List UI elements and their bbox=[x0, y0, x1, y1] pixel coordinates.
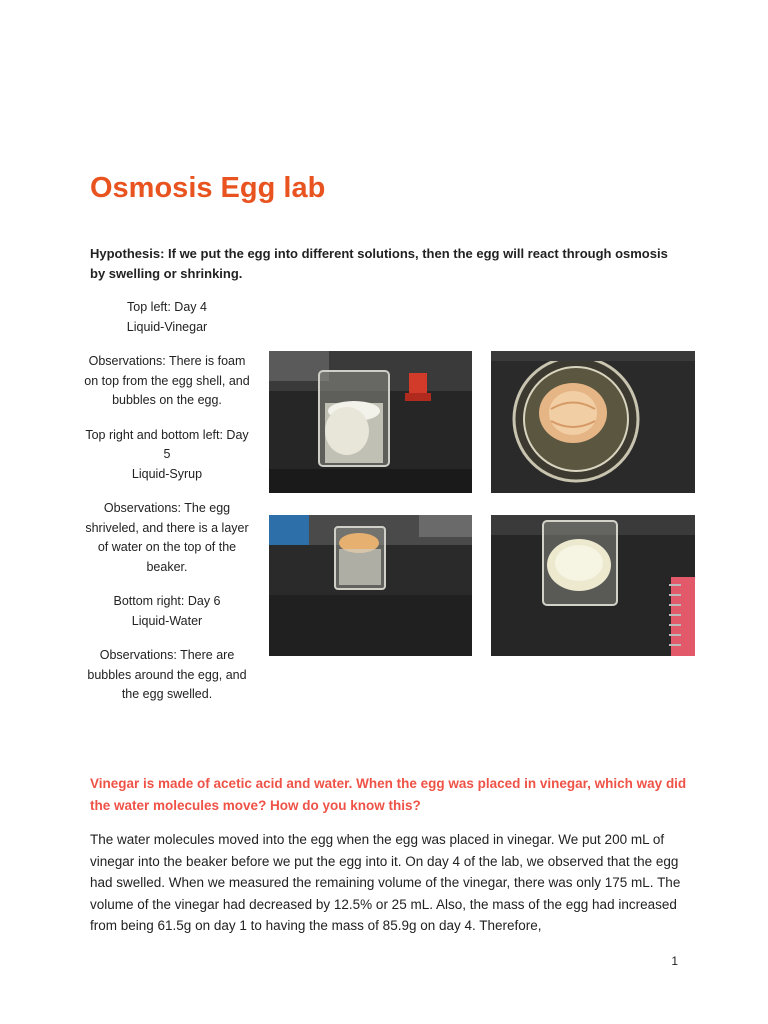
document-title: Osmosis Egg lab bbox=[90, 172, 326, 204]
page-number: 1 bbox=[671, 954, 678, 968]
photo-top-left bbox=[269, 351, 472, 493]
caption-day5-liquid: Liquid-Syrup bbox=[131, 466, 203, 481]
caption-group-day5 bbox=[84, 426, 250, 485]
caption-day5-observations: Observations: The egg shriveled, and there is a layer of water on the top of the beaker. bbox=[85, 501, 249, 574]
caption-day6-label: Bottom right: Day 6 bbox=[113, 594, 221, 608]
caption-group-day6 bbox=[84, 592, 250, 631]
caption-day4-liquid: Liquid-Vinegar bbox=[126, 319, 208, 334]
photo-captions bbox=[84, 298, 250, 720]
caption-day4-label: Top left: Day 4 bbox=[127, 300, 207, 314]
answer-text: The water molecules moved into the egg when the egg was placed in vinegar. We put 200 mL of vinegar into the beaker before we put the egg into it. On day 4 of the lab, we observed that the egg had swelled. When we measured the remaining volume of the vinegar, there was only 175 mL. The volume of the vinegar had decreased by 12.5% or 25 mL. Also, the mass of the egg had increased from being 61.5g on day 1 to having the mass of 85.9g on day 4. Therefore, bbox=[90, 832, 681, 933]
caption-day4-observations: Observations: There is foam on top from the egg shell, and bubbles on the egg. bbox=[84, 354, 250, 407]
caption-day5-label: Top right and bottom left: Day 5 bbox=[85, 427, 249, 461]
caption-group-day4 bbox=[84, 298, 250, 337]
hypothesis-text: Hypothesis: If we put the egg into different solutions, then the egg will react through osmosis by swelling or shrinking. bbox=[90, 246, 668, 281]
photo-bottom-right bbox=[491, 515, 695, 656]
question-text: Vinegar is made of acetic acid and water. When the egg was placed in vinegar, which way did the water molecules move? How do you know this? bbox=[90, 776, 687, 813]
photo-bottom-left bbox=[269, 515, 472, 656]
photo-top-right bbox=[491, 351, 695, 493]
caption-day6-observations: Observations: There are bubbles around the egg, and the egg swelled. bbox=[87, 648, 247, 701]
caption-day6-liquid: Liquid-Water bbox=[131, 613, 203, 628]
